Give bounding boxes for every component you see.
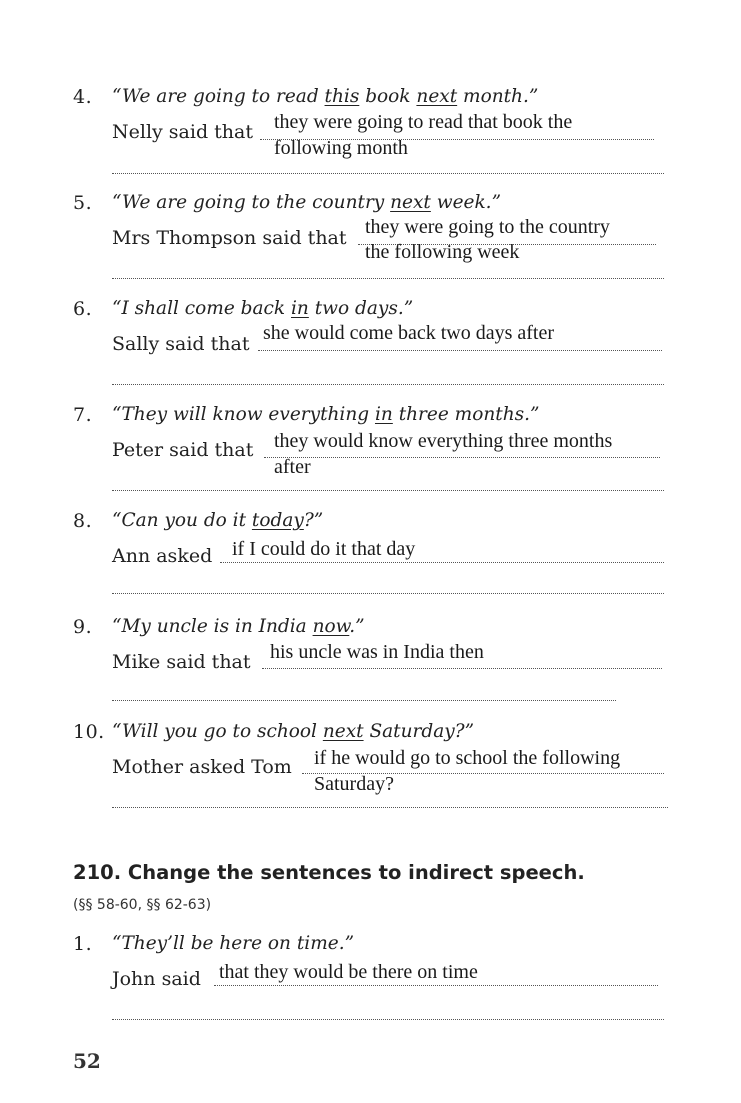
answer-line [112,384,664,385]
handwritten-answer: they were going to read that book the [274,111,573,133]
item-number: 5. [73,192,93,214]
item-quote: “They will know everything in three months.” [112,404,540,425]
grammar-references: (§§ 58-60, §§ 62-63) [73,897,212,913]
item-number: 7. [73,404,93,426]
item-intro: Peter said that [112,439,254,461]
page-number: 52 [73,1049,101,1073]
item-quote: “They’ll be here on time.” [112,933,355,954]
answer-line [262,668,662,669]
item-quote: “Will you go to school next Saturday?” [112,721,475,742]
item-quote: “I shall come back in two days.” [112,298,414,319]
handwritten-answer: that they would be there on time [219,961,478,983]
answer-line [112,700,616,701]
item-number: 10. [73,721,105,743]
item-intro: Ann asked [112,545,213,567]
handwritten-answer: Saturday? [314,773,394,795]
item-quote: “My uncle is in India now.” [112,616,365,637]
answer-line [112,1019,664,1020]
answer-line [112,490,664,491]
handwritten-answer: they would know everything three months [274,430,613,452]
answer-line [214,985,658,986]
item-quote: “We are going to read this book next month.” [112,86,539,107]
exercise-heading: 210. Change the sentences to indirect speech. [73,861,585,884]
handwritten-answer: if I could do it that day [232,538,416,560]
item-intro: Mrs Thompson said that [112,227,347,249]
answer-line [220,562,664,563]
item-number: 4. [73,86,93,108]
handwritten-answer: the following week [365,241,520,263]
handwritten-answer: she would come back two days after [263,322,555,344]
answer-line [264,457,660,458]
item-quote: “Can you do it today?” [112,510,324,531]
item-number: 9. [73,616,93,638]
item-number: 1. [73,933,93,955]
answer-line [112,173,664,174]
answer-line [112,807,668,808]
item-intro: Sally said that [112,333,250,355]
item-intro: Mother asked Tom [112,756,292,778]
answer-line [258,350,662,351]
item-quote: “We are going to the country next week.” [112,192,502,213]
item-number: 8. [73,510,93,532]
item-number: 6. [73,298,93,320]
item-intro: Mike said that [112,651,251,673]
handwritten-answer: after [274,456,311,478]
item-intro: Nelly said that [112,121,253,143]
handwritten-answer: they were going to the country [365,216,610,238]
handwritten-answer: following month [274,137,408,159]
answer-line [112,278,664,279]
handwritten-answer: if he would go to school the following [314,747,621,769]
answer-line [112,593,664,594]
item-intro: John said [112,968,201,990]
handwritten-answer: his uncle was in India then [270,641,484,663]
